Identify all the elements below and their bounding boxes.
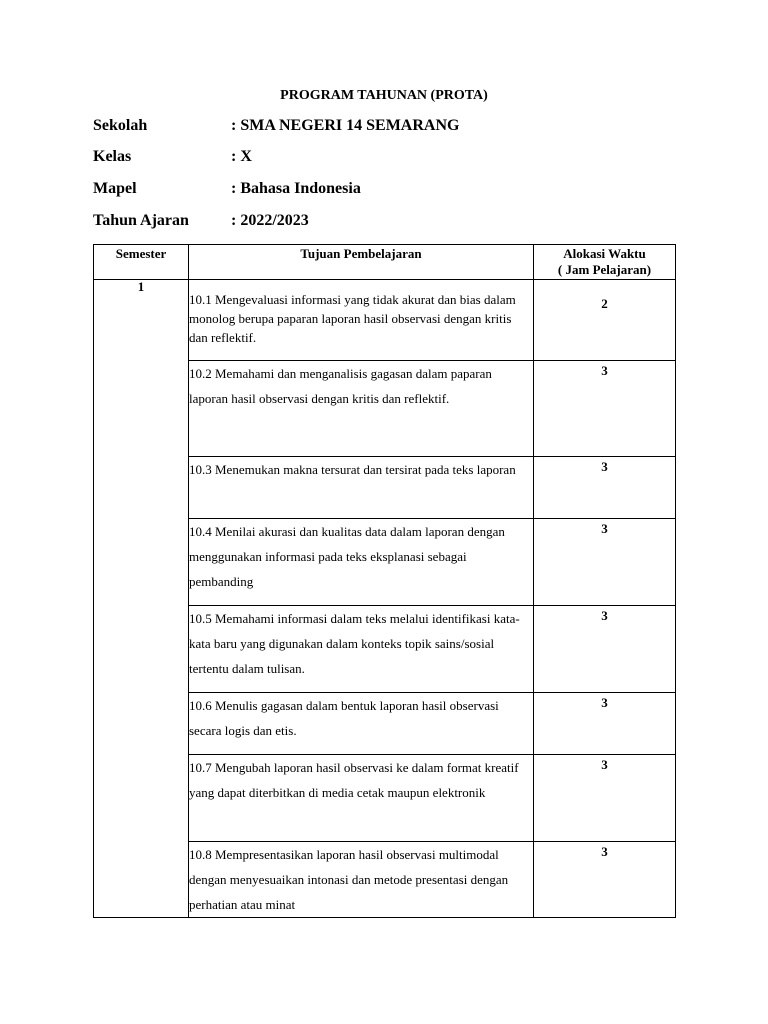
hours-cell: 2 <box>534 280 676 361</box>
objective-cell: 10.2 Memahami dan menganalisis gagasan dalam paparan laporan hasil observasi dengan kritis dan reflektif. <box>189 361 534 457</box>
info-value: : 2022/2023 <box>231 212 309 229</box>
hours-cell: 3 <box>534 606 676 693</box>
info-value: : X <box>231 148 252 165</box>
info-row-tahun-ajaran <box>93 212 309 230</box>
header-semester: Semester <box>94 245 189 280</box>
hours-cell: 3 <box>534 361 676 457</box>
objective-cell: 10.7 Mengubah laporan hasil observasi ke dalam format kreatif yang dapat diterbitkan di media cetak maupun elektronik <box>189 755 534 842</box>
info-row-sekolah <box>93 117 459 135</box>
hours-cell: 3 <box>534 519 676 606</box>
info-value: : Bahasa Indonesia <box>231 180 361 197</box>
objective-cell: 10.3 Menemukan makna tersurat dan tersirat pada teks laporan <box>189 457 534 519</box>
info-label: Sekolah <box>93 117 148 134</box>
header-allocation-line2: ( Jam Pelajaran) <box>557 262 652 277</box>
table-row <box>94 280 676 361</box>
hours-cell: 3 <box>534 457 676 519</box>
prota-table <box>93 244 676 918</box>
hours-cell: 3 <box>534 842 676 918</box>
objective-cell: 10.1 Mengevaluasi informasi yang tidak akurat dan bias dalam monolog berupa paparan laporan hasil observasi dengan kritis dan reflektif. <box>189 280 534 361</box>
semester-cell: 1 <box>94 280 189 918</box>
header-allocation <box>534 245 676 280</box>
info-row-mapel <box>93 180 361 198</box>
info-label: Tahun Ajaran <box>93 212 189 229</box>
hours-cell: 3 <box>534 693 676 755</box>
objective-cell: 10.8 Mempresentasikan laporan hasil observasi multimodal dengan menyesuaikan intonasi dan metode presentasi dengan perhatian atau minat <box>189 842 534 918</box>
info-label: Mapel <box>93 180 137 197</box>
hours-cell: 3 <box>534 755 676 842</box>
objective-cell: 10.5 Memahami informasi dalam teks melalui identifikasi kata-kata baru yang digunakan dalam konteks topik sains/sosial tertentu dalam tulisan. <box>189 606 534 693</box>
document-title: PROGRAM TAHUNAN (PROTA) <box>280 88 488 103</box>
header-allocation-line1: Alokasi Waktu <box>563 246 646 261</box>
info-value: : SMA NEGERI 14 SEMARANG <box>231 117 460 134</box>
table-header-row <box>94 245 676 280</box>
header-objective: Tujuan Pembelajaran <box>189 245 534 280</box>
objective-cell: 10.6 Menulis gagasan dalam bentuk laporan hasil observasi secara logis dan etis. <box>189 693 534 755</box>
info-label: Kelas <box>93 148 132 165</box>
info-row-kelas <box>93 148 252 166</box>
objective-cell: 10.4 Menilai akurasi dan kualitas data dalam laporan dengan menggunakan informasi pada teks eksplanasi sebagai pembanding <box>189 519 534 606</box>
